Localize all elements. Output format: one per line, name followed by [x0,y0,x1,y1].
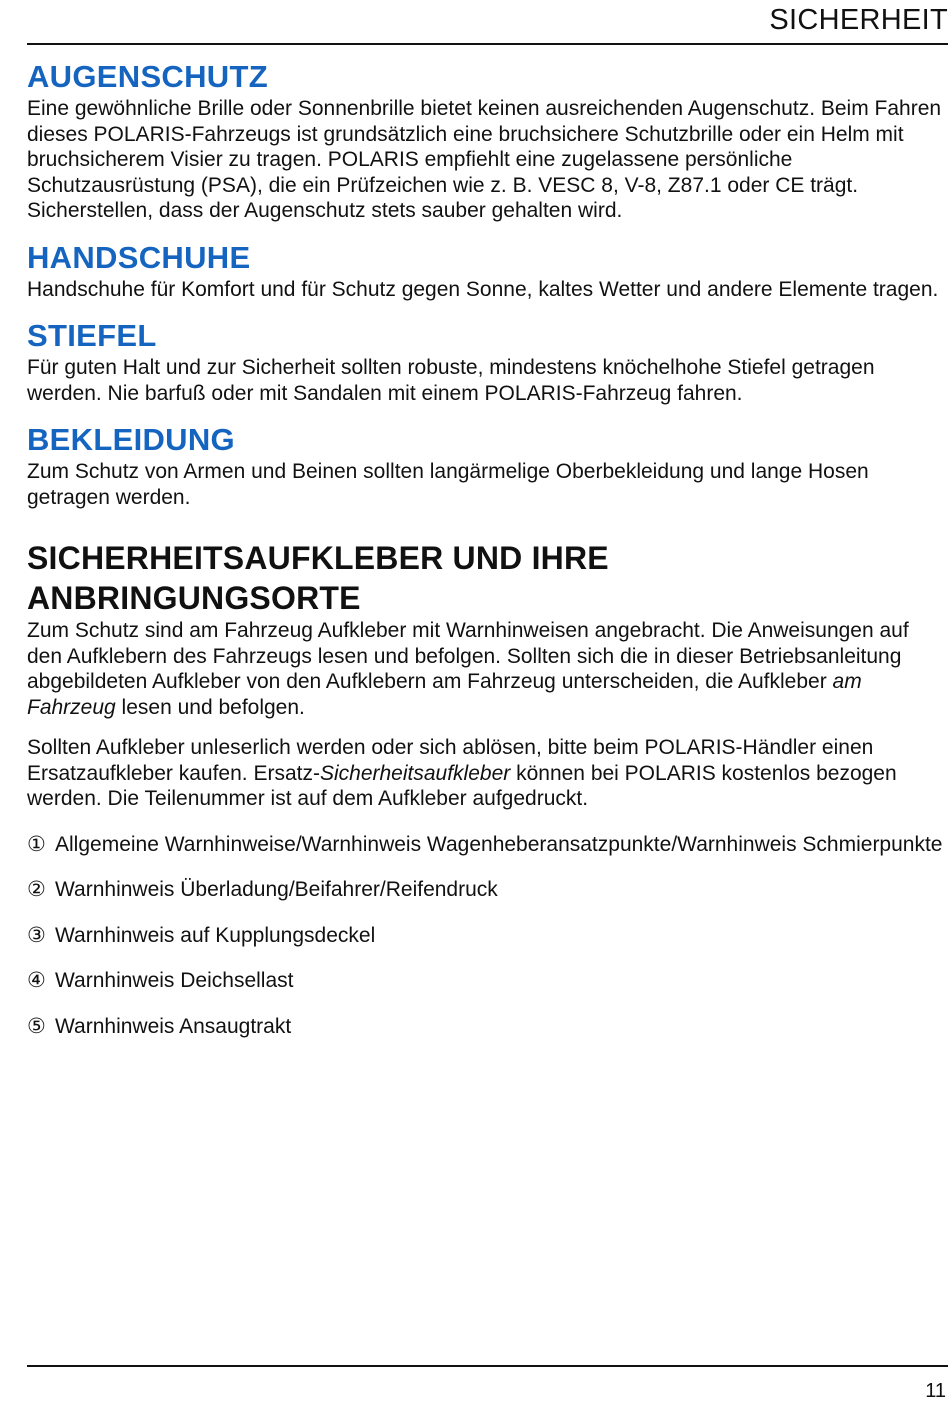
heading-augenschutz: AUGENSCHUTZ [27,59,268,94]
item-text: Warnhinweis Deichsellast [55,969,294,992]
item-number: ④ [27,969,46,992]
decal-list [27,832,949,1040]
list-item [27,968,949,994]
item-text: Warnhinweis auf Kupplungsdeckel [55,923,376,947]
heading-bekleidung: BEKLEIDUNG [27,422,235,457]
paragraph-handschuhe: Handschuhe für Komfort und für Schutz gegen Sonne, kaltes Wetter und andere Elemente tragen. [27,277,939,301]
heading-stiefel: STIEFEL [27,318,157,353]
item-number: ⑤ [27,1014,46,1038]
list-item [27,923,949,949]
paragraph-augenschutz: Eine gewöhnliche Brille oder Sonnenbrille bietet keinen ausreichenden Augenschutz. Beim Fahren dieses POLARIS-Fahrzeugs ist grundsätzlich eine bruchsichere Schutzbrille oder ein Helm mit bruchsicherem Visier zu tragen. POLARIS empfiehlt eine zugelassene persönliche Schutzausrüstung (PSA), die ein Prüfzeichen wie z. B. VESC 8, V-8, Z87.1 oder CE trägt. Sicherstellen, dass der Augenschutz stets sauber gehalten wird. [27,97,942,222]
item-number: ③ [27,923,46,947]
running-header-title: SICHERHEIT [769,4,948,36]
heading-sicherheitsaufkleber [27,538,949,618]
page-content [27,58,949,1059]
item-text: Warnhinweis Überladung/Beifahrer/Reifendruck [55,878,498,901]
heading-line-1: SICHERHEITSAUFKLEBER UND IHRE [27,540,609,576]
footer-rule [27,1365,948,1367]
paragraph-aufkleber-1: Zum Schutz sind am Fahrzeug Aufkleber mit Warnhinweisen angebracht. Die Anweisungen auf den Aufklebern des Fahrzeugs lesen und befolgen. Sollten sich die in dieser Betriebsanleitung abgebildeten Aufkleber von den Aufklebern am Fahrzeug unterscheiden, die Aufkleber am Fahrzeug lesen und befolgen. [27,619,909,719]
page-number: 11 [925,1380,946,1402]
list-item [27,877,949,903]
item-number: ① [27,832,46,856]
item-number: ② [27,878,46,901]
heading-line-2: ANBRINGUNGSORTE [27,580,361,616]
paragraph-bekleidung: Zum Schutz von Armen und Beinen sollten langärmelige Oberbekleidung und lange Hosen getragen werden. [27,460,869,509]
header-rule [27,43,948,45]
item-text: Allgemeine Warnhinweise/Warnhinweis Wagenheberansatzpunkte/Warnhinweis Schmierpunkte [55,832,943,856]
heading-handschuhe: HANDSCHUHE [27,239,251,275]
list-item [27,832,949,858]
list-item [27,1014,949,1040]
item-text: Warnhinweis Ansaugtrakt [55,1014,292,1038]
paragraph-aufkleber-2: Sollten Aufkleber unleserlich werden oder sich ablösen, bitte beim POLARIS-Händler einen Ersatzaufkleber kaufen. Ersatz-Sicherheitsaufkleber können bei POLARIS kostenlos bezogen werden. Die Teilenummer ist auf dem Aufkleber aufgedruckt. [27,736,897,810]
paragraph-stiefel: Für guten Halt und zur Sicherheit sollten robuste, mindestens knöchelhohe Stiefel getragen werden. Nie barfuß oder mit Sandalen mit einem POLARIS-Fahrzeug fahren. [27,356,875,405]
